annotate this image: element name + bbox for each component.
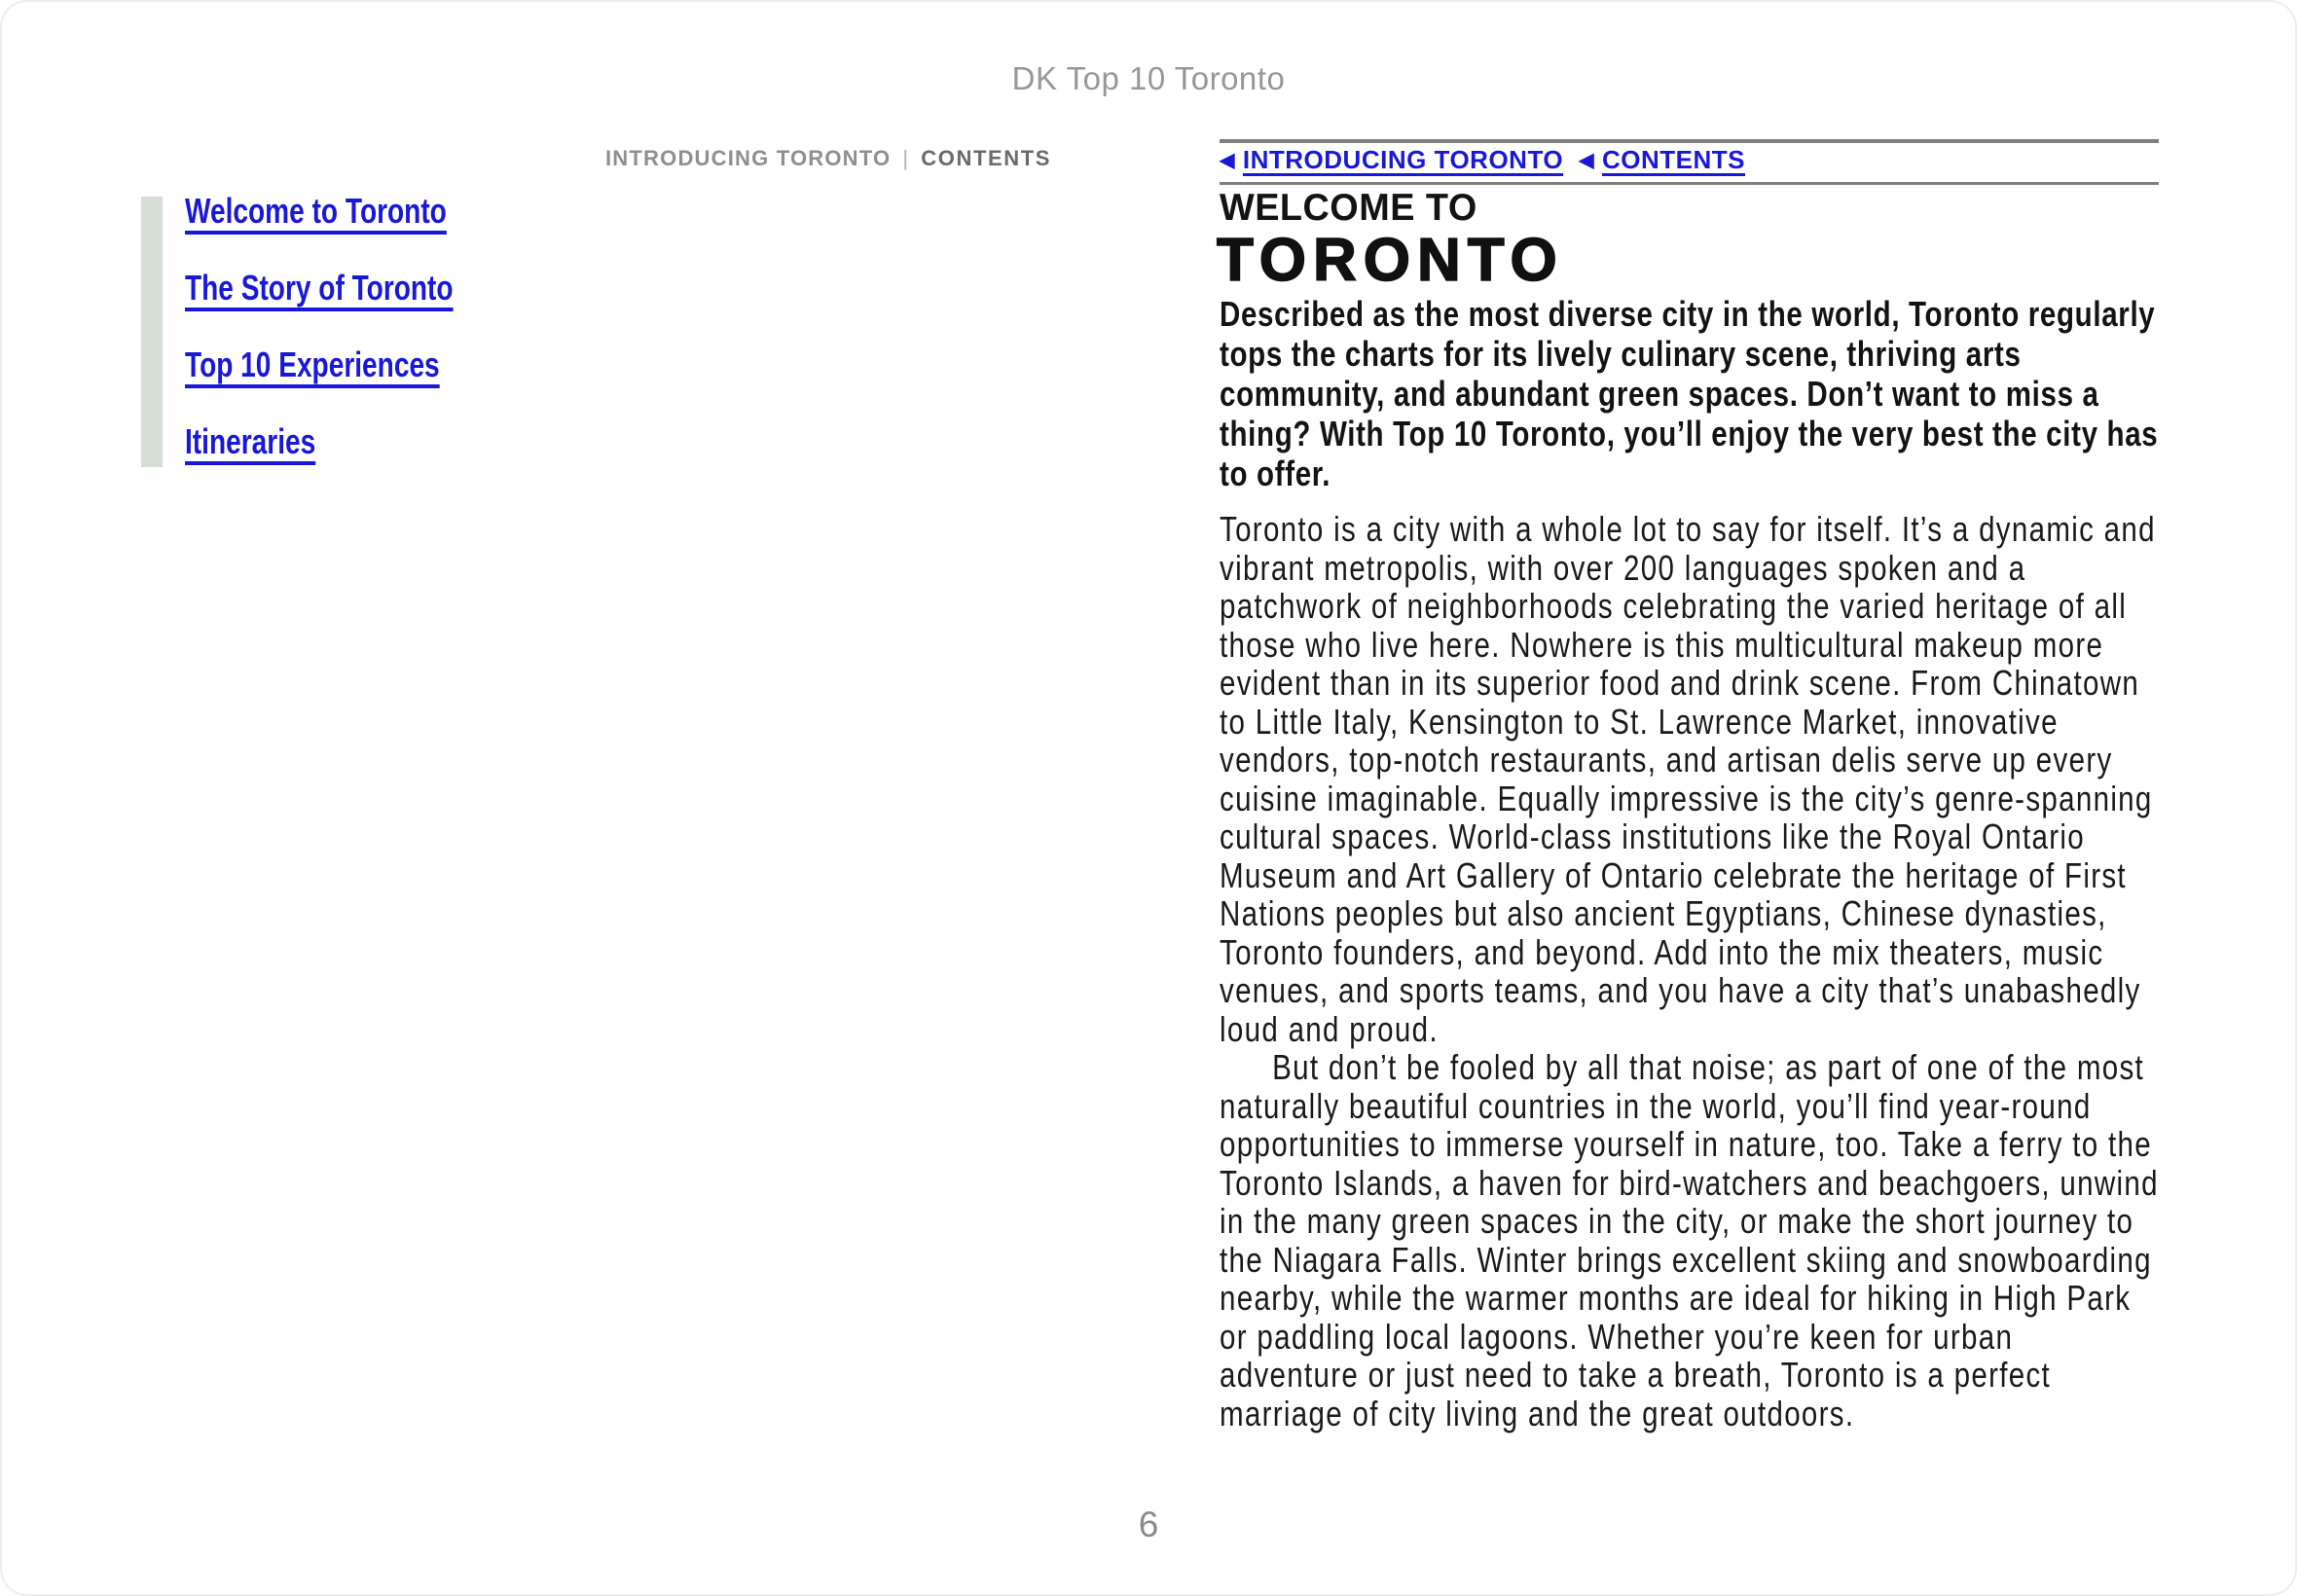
toc-link-itineraries[interactable]: Itineraries: [185, 421, 316, 461]
toc-item: [185, 421, 529, 498]
article-nav: [1220, 145, 1745, 175]
toc-link-story-of-toronto[interactable]: The Story of Toronto: [185, 268, 454, 308]
toc-accent-bar: [141, 197, 163, 467]
article-paragraph: Toronto is a city with a whole lot to say for itself. It’s a dynamic and vibrant metropolis, with over 200 languages spoken and a patchwork of neighborhoods celebrating the varied heritage of all those who live here. Nowhere is this multicultural makeup more evident than in its superior food and drink scene. From Chinatown to Little Italy, Kensington to St. Lawrence Market, innovative vendors, top-notch restaurants, and artisan delis serve up every cuisine imaginable. Equally impressive is the city’s genre-spanning cultural spaces. World-class institutions like the Royal Ontario Museum and Art Gallery of Ontario celebrate the heritage of First Nations peoples but also ancient Egyptians, Chinese dynasties, Toronto founders, and beyond. Add into the mix theaters, music venues, and sports teams, and you have a city that’s unabashedly loud and proud.: [1220, 509, 2156, 1049]
page-number: 6: [1138, 1505, 1159, 1544]
toc-item: [185, 191, 529, 268]
toc-link-top-10-experiences[interactable]: Top 10 Experiences: [185, 345, 440, 384]
article-paragraph: But don’t be fooled by all that noise; as part of one of the most naturally beautiful countries in the world, you’ll find year-round opportunities to immerse yourself in nature, too. Take a ferry to the Toronto Islands, a haven for bird-watchers and beachgoers, unwind in the many green spaces in the city, or make the short journey to the Niagara Falls. Winter brings excellent skiing and snowboarding nearby, while the warmer months are ideal for hiking in High Park or paddling local lagoons. Whether you’re keen for urban adventure or just need to take a breath, Toronto is a perfect marriage of city living and the great outdoors.: [1220, 1047, 2159, 1433]
nav-link-label: CONTENTS: [1602, 145, 1745, 174]
bottom-rule: [1220, 182, 2159, 185]
running-header-current: CONTENTS: [921, 146, 1052, 170]
book-title: DK Top 10 Toronto: [1011, 60, 1286, 96]
back-triangle-icon: ◀: [1579, 150, 1594, 171]
article-kicker: WELCOME TO: [1220, 187, 1477, 229]
nav-link-label: INTRODUCING TORONTO: [1242, 145, 1564, 174]
nav-link-introducing-toronto[interactable]: [1220, 145, 1563, 174]
top-rule: [1220, 139, 2159, 143]
toc-item: [185, 345, 529, 421]
article-title: TORONTO: [1217, 227, 1564, 294]
toc-item: [185, 268, 529, 345]
back-triangle-icon: ◀: [1220, 150, 1235, 171]
running-header-separator: |: [902, 146, 910, 170]
article-body: [1220, 510, 2159, 1433]
table-of-contents: [185, 191, 529, 498]
running-header-section: INTRODUCING TORONTO: [605, 146, 892, 170]
running-header: [605, 146, 1051, 171]
article-intro: Described as the most diverse city in the world, Toronto regularly tops the charts for its lively culinary scene, thriving arts community, and abundant green spaces. Don’t want to miss a thing? With Top 10 Toronto, you’ll enjoy the very best the city has to offer.: [1220, 294, 2159, 493]
toc-link-welcome-to-toronto[interactable]: Welcome to Toronto: [185, 191, 447, 231]
nav-link-contents[interactable]: [1579, 145, 1745, 174]
article-column: [1217, 0, 2159, 1596]
